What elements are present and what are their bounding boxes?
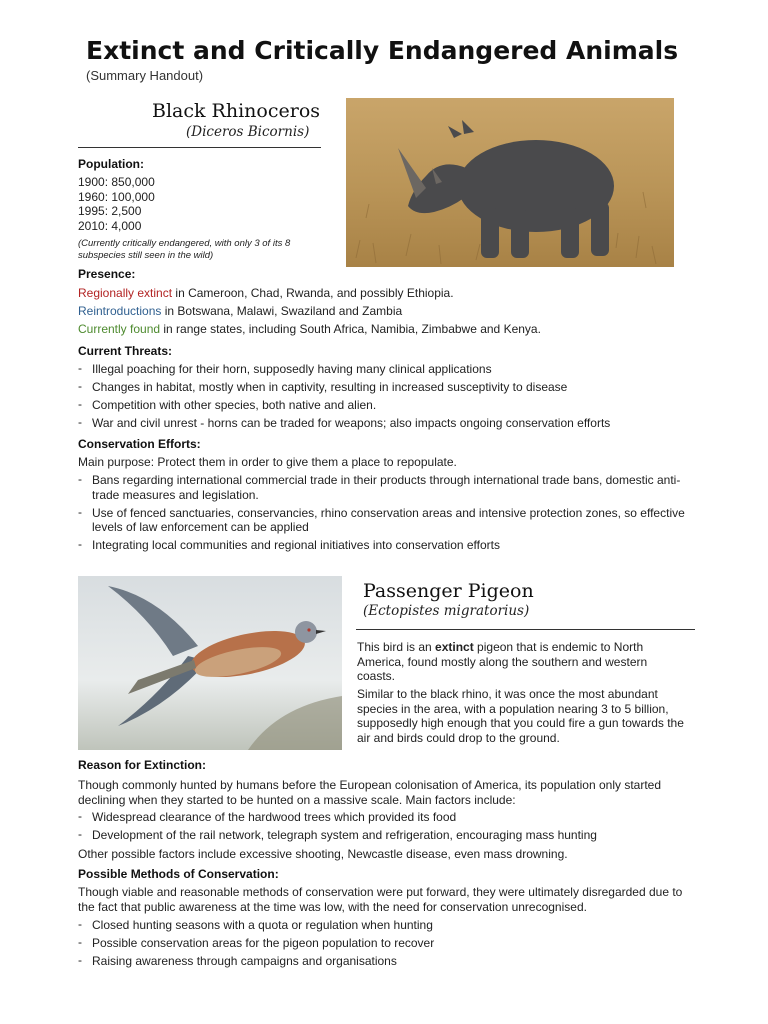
rhino-name: Black Rhinoceros [152, 100, 321, 122]
page-title: Extinct and Critically Endangered Animals [86, 36, 679, 65]
population-heading: Population: [78, 157, 144, 171]
pigeon-illustration [78, 576, 342, 750]
pigeon-scientific-name: (Ectopistes migratorius) [363, 603, 530, 619]
presence-currently-found [78, 322, 738, 337]
list-item: - Competition with other species, both native and alien. [78, 397, 377, 412]
list-item: - Integrating local communities and regional initiatives into conservation efforts [78, 537, 500, 552]
presence-text-reintroductions: in Botswana, Malawi, Swaziland and Zambia [161, 304, 403, 318]
pigeon-name: Passenger Pigeon [363, 580, 534, 602]
methods-heading: Possible Methods of Conservation: [78, 867, 279, 881]
population-1995: 1995: 2,500 [78, 204, 142, 218]
rhino-photo [346, 98, 674, 267]
presence-regionally-extinct [78, 286, 718, 301]
methods-list [78, 918, 698, 972]
extinction-other: Other possible factors include excessive shooting, Newcastle disease, even mass drowning. [78, 847, 568, 861]
rhino-scientific-name: (Diceros Bicornis) [186, 124, 310, 140]
population-note: (Currently critically endangered, with only 3 of its 8 subspecies still seen in the wild) [78, 238, 291, 261]
page-subtitle: (Summary Handout) [86, 68, 204, 83]
pigeon-title-divider [356, 629, 695, 630]
presence-text-extinct: in Cameroon, Chad, Rwanda, and possibly Ethiopia. [172, 286, 454, 300]
extinction-heading: Reason for Extinction: [78, 758, 207, 772]
presence-reintroductions [78, 304, 718, 319]
conservation-intro: Main purpose: Protect them in order to give them a place to repopulate. [78, 455, 457, 469]
list-item: - Closed hunting seasons with a quota or regulation when hunting [78, 917, 433, 932]
extinction-factors-list [78, 810, 698, 846]
list-item: - Bans regarding international commercial trade in their products through international trade bans, domestic anti-trade measures and legislation. [78, 472, 681, 502]
methods-intro: Though viable and reasonable methods of conservation were put forward, they were ultimately disregarded due to the fact that public awareness at the time was low, with the need for conservation unrecognised. [78, 885, 683, 914]
pigeon-intro: This bird is an extinct pigeon that is endemic to North America, found mostly along the southern and western coasts. [357, 640, 648, 683]
presence-text-found: in range states, including South Africa, Namibia, Zimbabwe and Kenya. [160, 322, 541, 336]
presence-label-extinct: Regionally extinct [78, 286, 173, 300]
list-item: - Illegal poaching for their horn, supposedly having many clinical applications [78, 361, 492, 376]
list-item: - Changes in habitat, mostly when in captivity, resulting in increased susceptivity to disease [78, 379, 568, 394]
conservation-heading: Conservation Efforts: [78, 437, 201, 451]
list-item: - Use of fenced sanctuaries, conservancies, rhino conservation areas and intensive protection zones, so effective levels of law enforcement can be applied [78, 504, 685, 534]
threats-heading: Current Threats: [78, 344, 173, 358]
conservation-list [78, 473, 688, 556]
presence-label-found: Currently found [78, 322, 161, 336]
population-1960: 1960: 100,000 [78, 189, 155, 204]
rhino-title-divider [78, 147, 321, 148]
extinction-intro: Though commonly hunted by humans before the European colonisation of America, its population only started declining when they started to be hunted on a massive scale. Main factors include: [78, 778, 662, 807]
list-item: - Possible conservation areas for the pigeon population to recover [78, 935, 435, 950]
population-2010: 2010: 4,000 [78, 218, 142, 233]
threats-list [78, 362, 698, 434]
list-item: - Widespread clearance of the hardwood trees which provided its food [78, 809, 457, 824]
pigeon-intro-2: Similar to the black rhino, it was once the most abundant species in the area, with a population nearing 3 to 5 billion, supposedly high enough that you could fire a gun towards the air and birds could drop to the ground. [357, 687, 684, 745]
population-1900: 1900: 850,000 [78, 175, 155, 189]
list-item: - War and civil unrest - horns can be traded for weapons; also impacts ongoing conservation efforts [78, 415, 611, 430]
list-item: - Raising awareness through campaigns and organisations [78, 953, 397, 968]
presence-label-reintroductions: Reintroductions [78, 304, 162, 318]
presence-heading: Presence: [78, 267, 136, 281]
list-item: - Development of the rail network, telegraph system and refrigeration, encouraging mass hunting [78, 827, 597, 842]
